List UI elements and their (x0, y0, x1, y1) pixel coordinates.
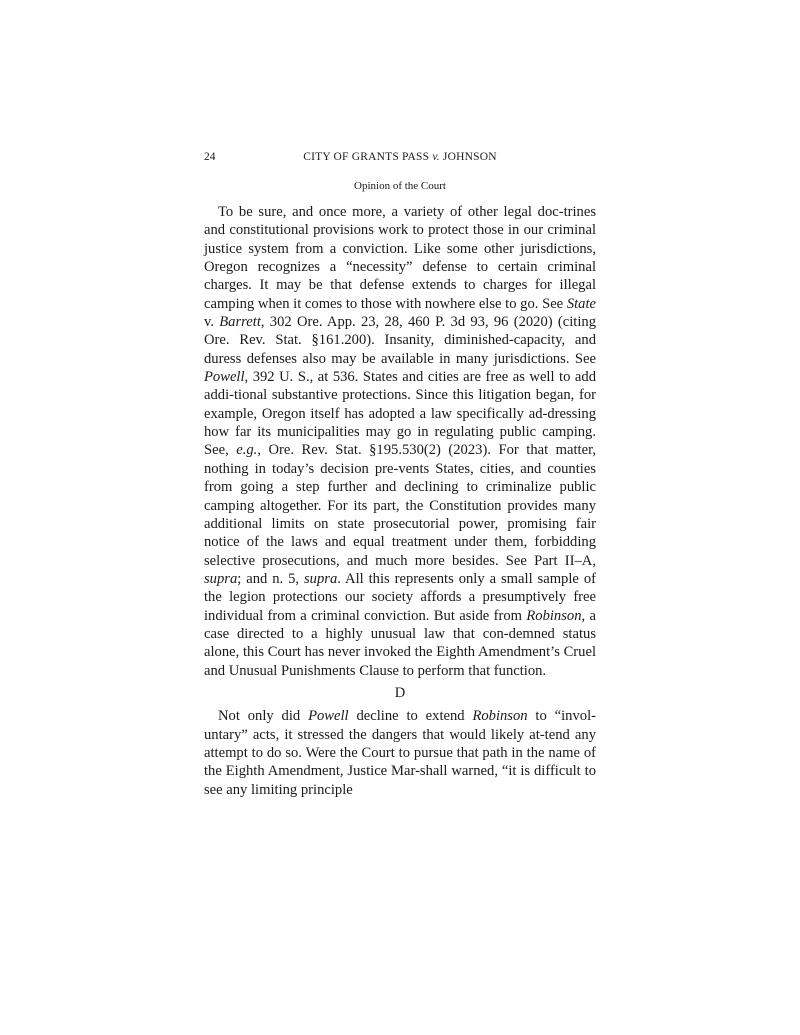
signal-italic: supra (204, 570, 238, 587)
signal-italic: e.g. (236, 442, 258, 459)
case-name: Barrett (219, 314, 261, 331)
text-run: decline to extend (348, 708, 473, 725)
text-run: ; and n. 5, (237, 570, 304, 587)
case-title-part: CITY OF GRANTS PASS (303, 151, 433, 163)
text-run: , a case directed to a highly unusual law that con-demned status alone, this Court has never invoked the Eighth Amendment’s Cruel and Unusual Punishments Clause to perform that function. (204, 607, 597, 679)
text-run: , Ore. Rev. Stat. §195.530(2) (2023). For that matter, nothing in today’s decision pre-vents States, cities, and counties from going a step further and declining to criminalize public camping altogether. For its part, the Constitution provides many additional limits on state prosecutorial power, promising fair notice of the laws and equal treatment under them, forbidding selective prosecutions, and much more besides. See Part II–A, (204, 442, 597, 569)
text-run: , 392 U. S., at 536. States and cities are free as well to add addi-tional substantive protections. Since this litigation began, for example, Oregon itself has adopted a law specifically ad-dressing how far its municipalities may go in regulating public camping. See, (204, 369, 596, 459)
running-head (204, 149, 596, 165)
text-run: Not only did (218, 708, 309, 725)
signal-italic: supra (304, 570, 338, 587)
paragraph (204, 203, 596, 680)
case-title-versus: v. (432, 151, 440, 163)
case-name: Robinson (526, 607, 582, 624)
opinion-subheading: Opinion of the Court (354, 180, 446, 192)
case-title (204, 149, 596, 165)
text-run: . All this represents only a small sample of the legion protections our society affords a presumptively free individual from a criminal conviction. But aside from (204, 570, 596, 624)
section-heading: D (394, 684, 406, 701)
paragraph (204, 707, 596, 799)
text-run: to “invol-untary” acts, it stressed the dangers that would likely at-tend any attempt to do so. Were the Court to pursue that path in the name of the Eighth Amendment, Justice Mar-shall warned, “it is difficult to see any limiting principle (204, 708, 596, 798)
opinion-body (204, 203, 596, 799)
case-title-part: JOHNSON (439, 151, 497, 163)
text-run: To be sure, and once more, a variety of other legal doc-trines and constitutional provisions work to protect those in our criminal justice system from a conviction. Like some other jurisdictions, Oregon recognizes a “necessity” defense to certain criminal charges. It may be that defense extends to charges for illegal camping when it comes to those with nowhere else to go. See (204, 204, 596, 312)
case-name: Powell (308, 708, 349, 725)
page-number: 24 (204, 151, 216, 163)
case-name: Robinson (472, 708, 528, 725)
case-name: State (566, 295, 596, 312)
text-run: , 302 Ore. App. 23, 28, 460 P. 3d 93, 96 (2020) (citing Ore. Rev. Stat. §161.200). Insanity, diminished-capacity, and duress defenses also may be available in many jurisdictions. See (204, 314, 596, 367)
text-run: v. (204, 314, 220, 331)
case-name: Powell (204, 369, 245, 386)
